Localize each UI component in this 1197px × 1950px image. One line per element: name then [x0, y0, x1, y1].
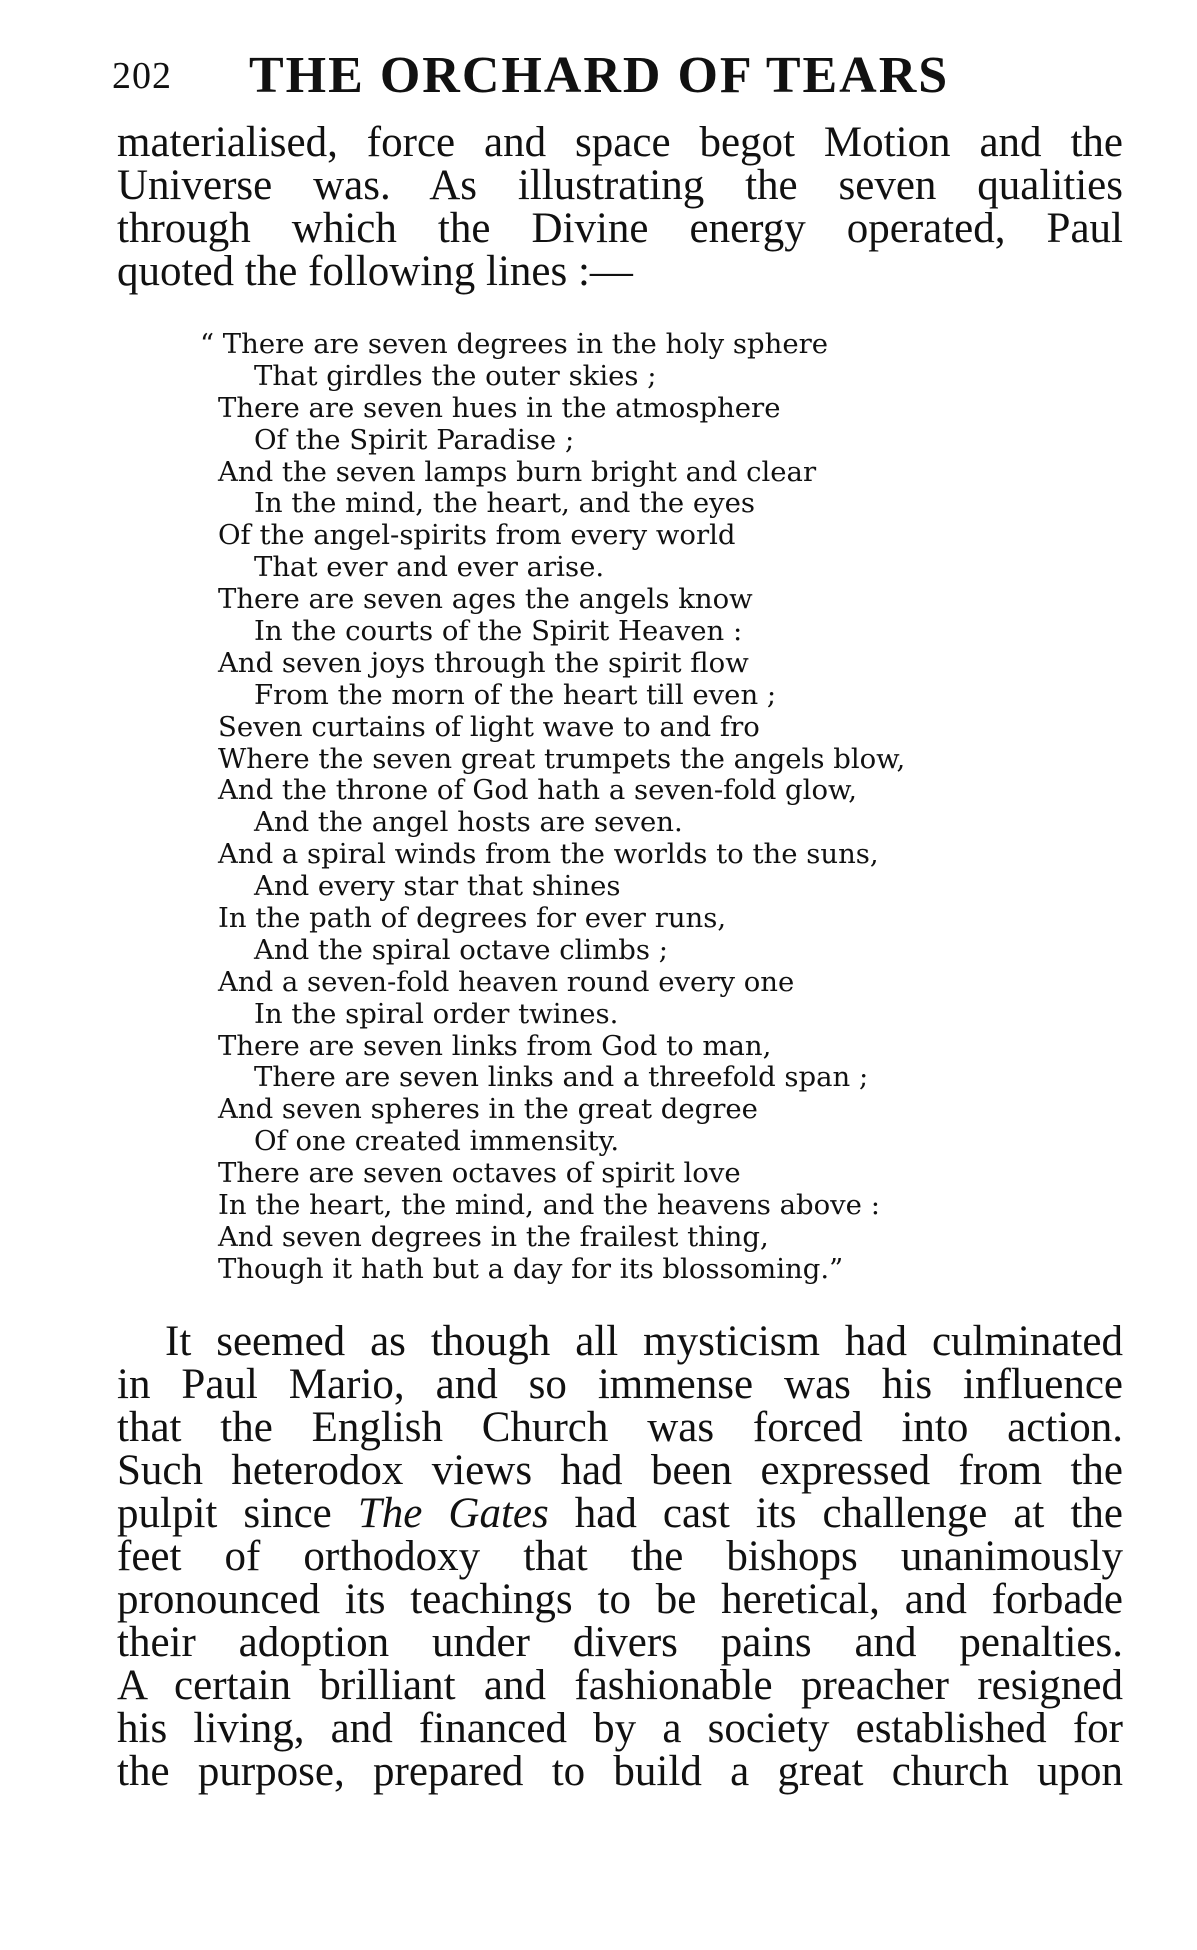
poem-line: In the spiral order twines. [254, 997, 619, 1030]
poem-line: Of the angel-spirits from every world [218, 519, 736, 552]
paragraph-intro [117, 121, 1123, 293]
text-line: through which the Divine energy operated, Paul [117, 205, 1123, 252]
running-head [112, 46, 1132, 106]
poem-line: Of the Spirit Paradise ; [254, 423, 575, 456]
poem-line: That ever and ever arise. [254, 551, 605, 584]
poem-line: And the seven lamps burn bright and clear [218, 455, 817, 488]
text-line: the purpose, prepared to build a great church upon [117, 1748, 1123, 1795]
book-title-italic: The Gates [357, 1490, 549, 1537]
poem-line: There are seven hues in the atmosphere [218, 391, 781, 424]
text-line: in Paul Mario, and so immense was his influence [117, 1361, 1123, 1408]
paragraph-body [117, 1320, 1123, 1793]
text-line: quoted the following lines :— [117, 248, 633, 295]
poem-line: “ There are seven degrees in the holy sphere [200, 328, 829, 360]
text-line: feet of orthodoxy that the bishops unanimously [117, 1533, 1123, 1580]
poem-line: There are seven ages the angels know [218, 583, 753, 616]
text-line: Universe was. As illustrating the seven qualities [117, 162, 1123, 209]
running-title: THE ORCHARD OF TEARS [249, 47, 950, 104]
poem-line: Where the seven great trumpets the angels blow, [218, 742, 906, 775]
page-number: 202 [112, 55, 172, 97]
poem-line: Though it hath but a day for its blossoming.” [218, 1252, 844, 1285]
text-line: It seemed as though all mysticism had culminated [165, 1318, 1123, 1365]
poem-line: There are seven links from God to man, [218, 1029, 772, 1062]
poem-line: And a seven-fold heaven round every one [218, 965, 795, 998]
text-line: Such heterodox views had been expressed from the [117, 1447, 1123, 1494]
text-line: materialised, force and space begot Motion and the [117, 119, 1123, 166]
text-line: his living, and financed by a society established for [117, 1705, 1123, 1752]
text-line [117, 1492, 1123, 1535]
text-line: A certain brilliant and fashionable preacher resigned [117, 1662, 1123, 1709]
poem-line: And a spiral winds from the worlds to the suns, [218, 838, 879, 871]
text-line: that the English Church was forced into action. [117, 1404, 1123, 1451]
poem-line: In the courts of the Spirit Heaven : [254, 615, 743, 648]
poem-line: In the path of degrees for ever runs, [218, 902, 727, 935]
poem-block [200, 328, 1118, 1286]
poem-line: Of one created immensity. [254, 1125, 620, 1158]
poem-line: In the heart, the mind, and the heavens above : [218, 1189, 880, 1222]
poem-line: That girdles the outer skies ; [254, 359, 657, 392]
poem-line: Seven curtains of light wave to and fro [218, 710, 760, 743]
poem-line: There are seven links and a threefold span ; [254, 1061, 869, 1094]
poem-line: And seven spheres in the great degree [218, 1093, 758, 1126]
poem-line: And seven degrees in the frailest thing, [218, 1220, 769, 1253]
poem-line: And the throne of God hath a seven-fold glow, [218, 774, 858, 807]
poem-line: In the mind, the heart, and the eyes [254, 487, 756, 520]
poem-line: From the morn of the heart till even ; [254, 678, 777, 711]
text-line: pronounced its teachings to be heretical, and forbade [117, 1576, 1123, 1623]
poem-line: And every star that shines [254, 870, 621, 903]
poem-line: There are seven octaves of spirit love [218, 1157, 741, 1190]
poem-line: And the spiral octave climbs ; [254, 933, 669, 966]
text-segment: pulpit since [117, 1490, 358, 1537]
poem-line: And seven joys through the spirit flow [218, 646, 749, 679]
poem-line: And the angel hosts are seven. [254, 806, 683, 839]
text-segment: had cast its challenge at the [548, 1490, 1123, 1537]
text-line: their adoption under divers pains and penalties. [117, 1619, 1123, 1666]
